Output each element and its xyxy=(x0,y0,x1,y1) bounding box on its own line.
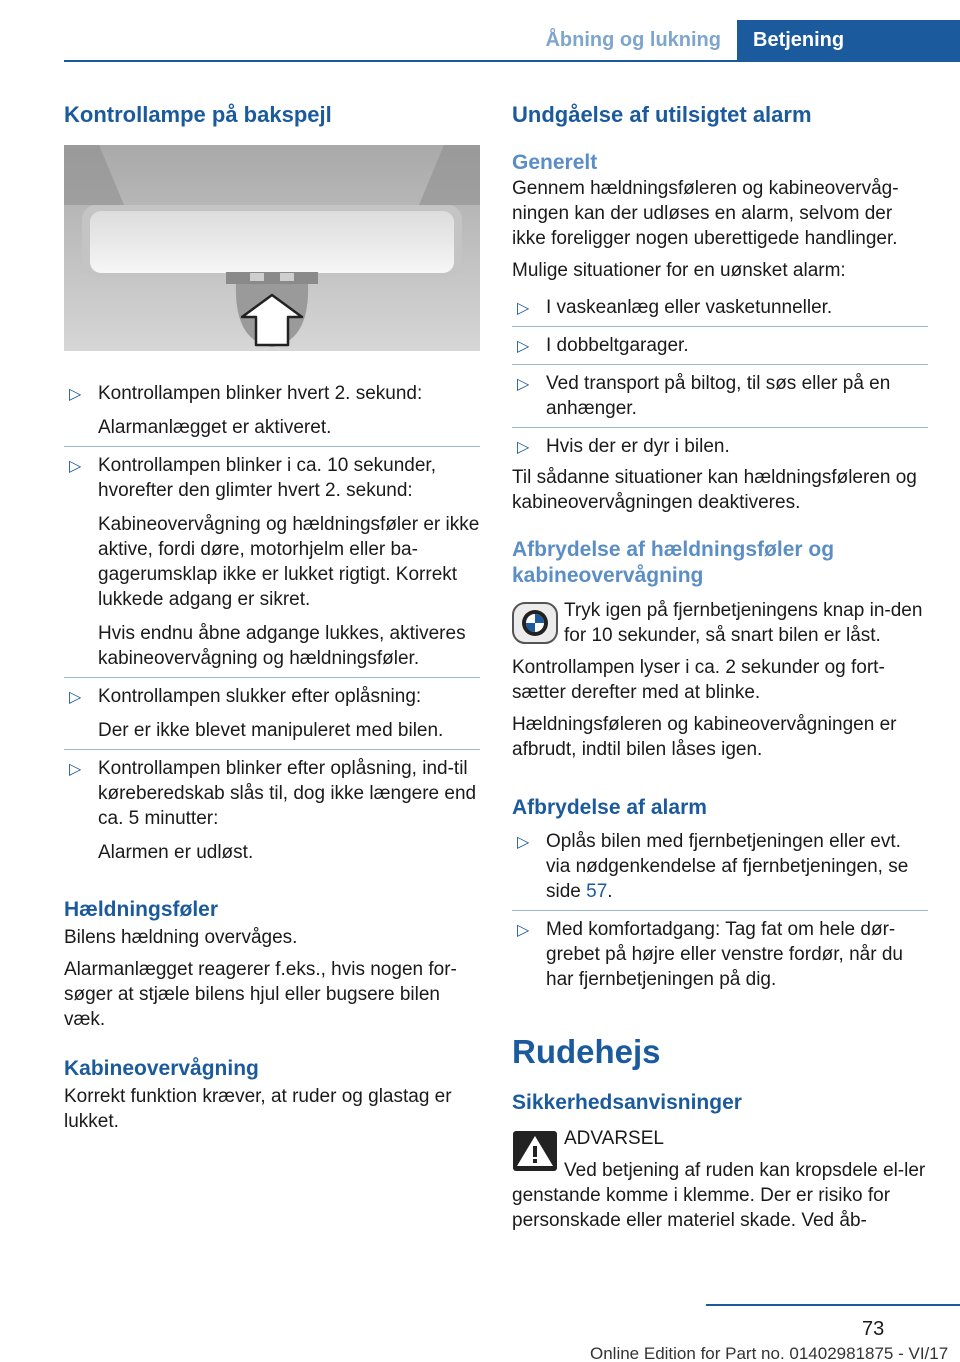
triangle-bullet-icon: ▷ xyxy=(517,376,530,393)
list-item-text xyxy=(546,829,928,904)
bmw-key-icon xyxy=(512,600,558,646)
list-item-text: I dobbeltgarager. xyxy=(546,335,689,356)
right-column xyxy=(512,100,928,1233)
stop-alarm-list xyxy=(512,823,928,998)
list-item-text: Ved transport på biltog, til søs eller på en anhænger. xyxy=(546,373,891,419)
general-paragraph: Til sådanne situationer kan hældningsføleren og kabineovervågningen deaktiveres. xyxy=(512,467,917,513)
section-title-tilt-sensor: Hældningsføler xyxy=(64,898,219,921)
tilt-paragraph: Bilens hældning overvåges. xyxy=(64,927,298,948)
general-paragraph: Mulige situationer for en uønsket alarm: xyxy=(512,260,846,281)
list-item xyxy=(64,446,480,677)
header-divider xyxy=(64,60,960,62)
section-title-avoid-alarm: Undgåelse af utilsigtet alarm xyxy=(512,102,812,127)
list-item xyxy=(512,326,928,364)
edition-note: Online Edition for Part no. 01402981875 - VI/17 xyxy=(590,1344,949,1362)
section-title-mirror-lamp: Kontrollampe på bakspejl xyxy=(64,102,332,127)
indicator-list xyxy=(64,375,480,871)
triangle-bullet-icon: ▷ xyxy=(517,338,530,355)
list-item xyxy=(64,749,480,871)
triangle-bullet-icon: ▷ xyxy=(69,689,82,706)
list-item xyxy=(64,375,480,446)
list-item-text: I vaskeanlæg eller vasketunneller. xyxy=(546,297,833,318)
triangle-bullet-icon: ▷ xyxy=(517,439,530,456)
rearview-mirror-image xyxy=(64,145,480,351)
list-item-text: Kontrollampen blinker i ca. 10 sekunder, hvorefter den glimter hvert 2. sekund: xyxy=(98,455,436,501)
warning-label: ADVARSEL xyxy=(564,1128,664,1149)
list-item-subtext: Hvis endnu åbne adgange lukkes, aktiveres kabineovervågning og hældningsføler. xyxy=(98,623,466,669)
list-item-subtext: Alarmanlægget er aktiveret. xyxy=(98,417,332,438)
triangle-bullet-icon: ▷ xyxy=(69,458,82,475)
list-item-text: Kontrollampen blinker efter oplåsning, ind‐til køreberedskab slås til, dog ikke længere end ca. 5 minutter: xyxy=(98,758,477,829)
interrupt-paragraph: Hældningsføleren og kabineovervågningen er afbrudt, indtil bilen låses igen. xyxy=(512,714,897,760)
list-item xyxy=(512,910,928,998)
warning-text: Ved betjening af ruden kan kropsdele el‐ler genstande komme i klemme. Der er risiko for personskade eller materiel skade. Ved åb‐ xyxy=(512,1160,926,1231)
triangle-bullet-icon: ▷ xyxy=(517,300,530,317)
subsection-title-interrupt: Afbrydelse af hældningsføler og kabineovervågning xyxy=(512,538,835,587)
page-header xyxy=(0,0,960,62)
interrupt-paragraph: Kontrollampen lyser i ca. 2 sekunder og fort‐sætter derefter med at blinke. xyxy=(512,657,885,703)
list-item xyxy=(512,823,928,910)
list-item-subtext: Kabineovervågning og hældningsføler er ikke aktive, fordi døre, motorhjelm eller ba‐gagerumsklap ikke er lukket rigtigt. Korrekt lukkede adgang er sikret. xyxy=(98,514,480,610)
triangle-bullet-icon: ▷ xyxy=(517,922,530,939)
list-item xyxy=(64,677,480,749)
chapter-title-windows: Rudehejs xyxy=(512,1033,661,1070)
interrupt-text: Tryk igen på fjernbetjeningens knap in‐den for 10 sekunder, så snart bilen er låst. xyxy=(564,600,923,646)
triangle-bullet-icon: ▷ xyxy=(69,761,82,778)
general-paragraph: Gennem hældningsføleren og kabineovervåg‐ningen kan der udløses en alarm, selvom der ikke foreligger nogen uberettigede handlinger. xyxy=(512,178,899,249)
list-item-text-part: . xyxy=(607,881,613,902)
section-title-stop-alarm: Afbrydelse af alarm xyxy=(512,796,707,819)
header-chapter-label: Betjening xyxy=(753,29,845,51)
list-item xyxy=(512,427,928,465)
header-section-label: Åbning og lukning xyxy=(545,29,721,51)
list-item-text-part: Oplås bilen med fjernbetjeningen eller evt. via nødgenkendelse af fjernbetjeningen, se side xyxy=(546,831,909,902)
left-column xyxy=(64,100,480,1134)
interrupt-instruction xyxy=(512,598,928,648)
warning-block xyxy=(512,1126,928,1233)
list-item-subtext: Der er ikke blevet manipuleret med bilen. xyxy=(98,720,444,741)
warning-triangle-icon xyxy=(512,1128,558,1174)
list-item-subtext: Alarmen er udløst. xyxy=(98,842,254,863)
list-item-text: Med komfortadgang: Tag fat om hele dør‐grebet på højre eller venstre fordør, når du har fjernbetjeningen på dig. xyxy=(546,919,903,990)
subsection-title-general: Generelt xyxy=(512,151,598,174)
list-item-text: Hvis der er dyr i bilen. xyxy=(546,436,730,457)
list-item xyxy=(512,364,928,427)
cabin-paragraph: Korrekt funktion kræver, at ruder og glastag er lukket. xyxy=(64,1086,452,1132)
list-item xyxy=(512,289,928,326)
triangle-bullet-icon: ▷ xyxy=(517,834,530,851)
section-title-safety: Sikkerhedsanvisninger xyxy=(512,1091,742,1114)
header-chapter-tab xyxy=(737,20,960,62)
section-title-cabin-monitoring: Kabineovervågning xyxy=(64,1057,259,1080)
page-reference-link[interactable]: 57 xyxy=(586,881,608,902)
page-number: 73 xyxy=(862,1318,885,1340)
list-item-text: Kontrollampen slukker efter oplåsning: xyxy=(98,686,422,707)
triangle-bullet-icon: ▷ xyxy=(69,386,82,403)
list-item-text: Kontrollampen blinker hvert 2. sekund: xyxy=(98,383,423,404)
tilt-paragraph: Alarmanlægget reagerer f.eks., hvis nogen for‐søger at stjæle bilens hjul eller bugsere bilen væk. xyxy=(64,959,457,1030)
footer-divider xyxy=(706,1304,960,1306)
situation-list xyxy=(512,289,928,465)
